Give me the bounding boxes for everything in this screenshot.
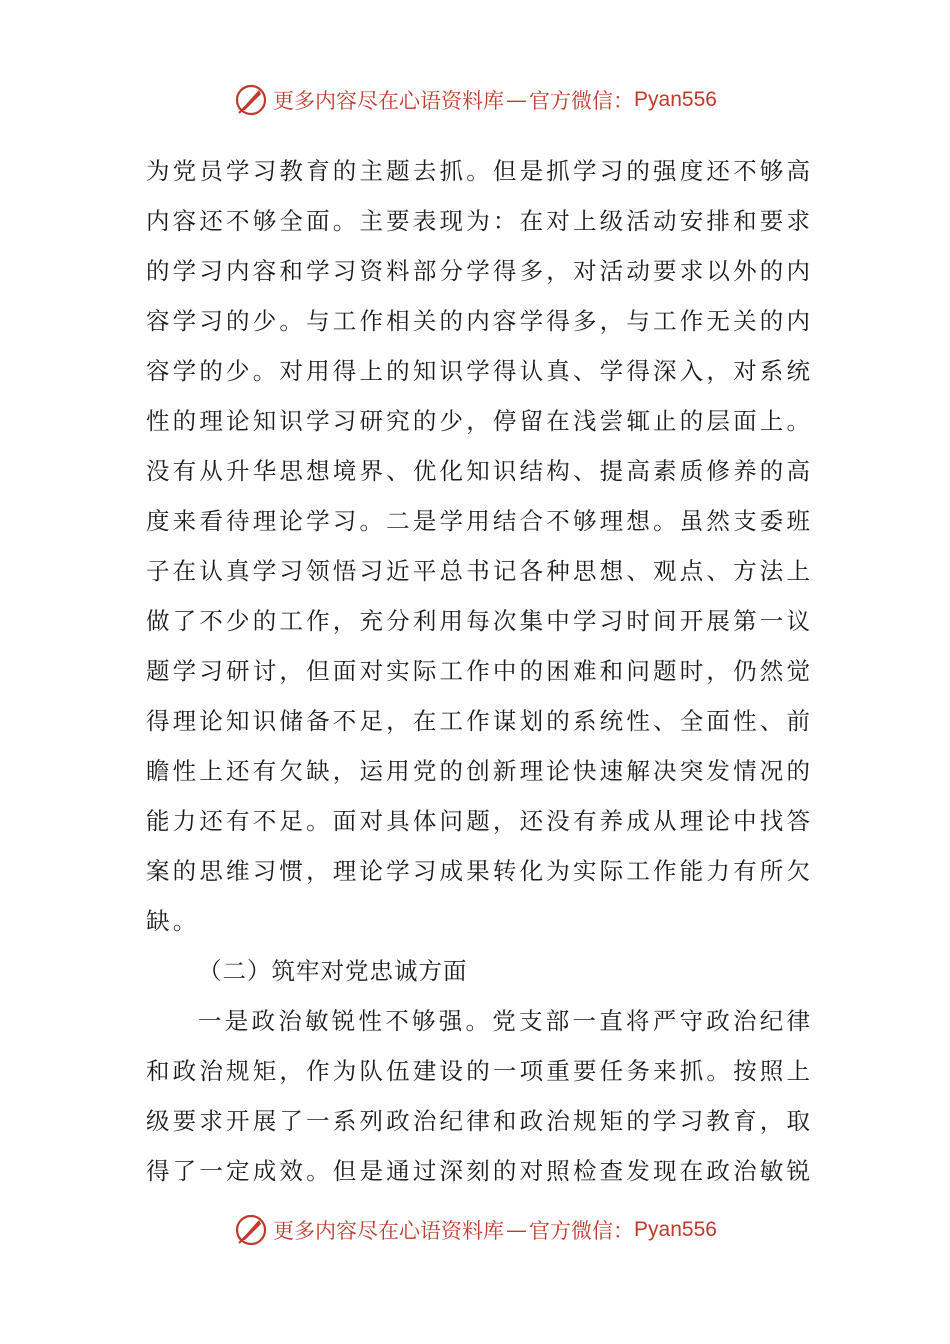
paragraph-line: 没有从升华思想境界、优化知识结构、提高素质修养的高 [146,457,810,485]
paragraph-line: 一是政治敏锐性不够强。党支部一直将严守政治纪律 [198,1007,810,1035]
banner-official-label: 官方微信： [529,89,635,113]
paragraph-line: 做了不少的工作，充分利用每次集中学习时间开展第一议 [146,607,810,635]
banner-dash: — [506,1218,528,1242]
paragraph-line: 为党员学习教育的主题去抓。但是抓学习的强度还不够高 [146,157,810,185]
document-body [146,146,810,1196]
quill-logo-icon [233,82,269,118]
paragraph-line: 和政治规矩，作为队伍建设的一项重要任务来抓。按照上 [146,1057,810,1085]
paragraph-line: 内容还不够全面。主要表现为：在对上级活动安排和要求 [146,207,810,235]
paragraph-line: 题学习研讨，但面对实际工作中的困难和问题时，仍然觉 [146,657,810,685]
banner-official-label: 官方微信： [529,1219,635,1243]
paragraph-line: 度来看待理论学习。二是学用结合不够理想。虽然支委班 [146,507,810,535]
paragraph-line: 容学的少。对用得上的知识学得认真、学得深入，对系统 [146,357,810,385]
banner-brand-text: 更多内容尽在心语资料库 [273,1219,505,1243]
paragraph-line: 得理论知识储备不足，在工作谋划的系统性、全面性、前 [146,707,810,735]
footer-watermark-banner [0,1210,950,1250]
section-heading: （二）筑牢对党忠诚方面 [198,957,468,985]
paragraph-line: 得了一定成效。但是通过深刻的对照检查发现在政治敏锐 [146,1157,810,1185]
paragraph-line: 容学习的少。与工作相关的内容学得多，与工作无关的内 [146,307,810,335]
paragraph-line: 瞻性上还有欠缺，运用党的创新理论快速解决突发情况的 [146,757,810,785]
quill-logo-icon [233,1212,269,1248]
banner-account-id: Pyan556 [634,88,717,111]
paragraph-line: 子在认真学习领悟习近平总书记各种思想、观点、方法上 [146,557,810,585]
paragraph-line: 级要求开展了一系列政治纪律和政治规矩的学习教育，取 [146,1107,810,1135]
paragraph-line-last: 缺。 [146,907,200,935]
banner-account-id: Pyan556 [634,1218,717,1241]
header-watermark-banner [0,80,950,120]
paragraph-line: 性的理论知识学习研究的少，停留在浅尝辄止的层面上。 [146,407,810,435]
banner-brand-text: 更多内容尽在心语资料库 [273,89,505,113]
banner-dash: — [506,88,528,112]
paragraph-line: 案的思维习惯，理论学习成果转化为实际工作能力有所欠 [146,857,810,885]
paragraph-line: 能力还有不足。面对具体问题，还没有养成从理论中找答 [146,807,810,835]
paragraph-line: 的学习内容和学习资料部分学得多，对活动要求以外的内 [146,257,810,285]
